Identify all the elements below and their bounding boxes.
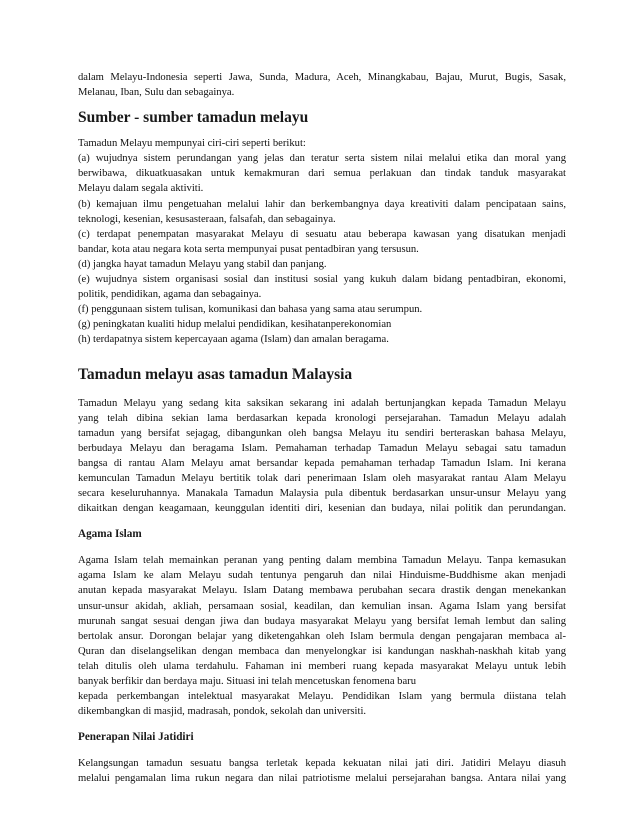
asas-paragraph bbox=[78, 396, 566, 517]
text-line: Tamadun Melayu mempunyai ciri-ciri seperti berikut: bbox=[78, 138, 306, 150]
text-line: unsur-unsur akidah, akliah, persamaan sosial, keadilan, dan kemulian insan. Agama Islam yang bersifat bbox=[78, 600, 566, 612]
text-line: bertolak ansur. Dorongan belajar yang diketengahkan oleh Islam bermula dengan pengajaran membaca al- bbox=[78, 630, 566, 642]
text-line: berbudaya Melayu dan beragama Islam. Pemahaman terhadap Tamadun Melayu sebagai satu tamadun bbox=[78, 442, 566, 454]
section-heading-asas: Tamadun melayu asas tamadun Malaysia bbox=[78, 365, 353, 383]
text-line: melalui pengamalan lima rukun negara dan nilai patriotisme melalui persejarahan bangsa. Antara nilai yang bbox=[78, 773, 566, 785]
text-line: politik, pendidikan, agama dan sebagainya. bbox=[78, 289, 262, 301]
text-line: tamadun yang bersifat sejagag, dibangunkan oleh bangsa Melayu itu sendiri berteraskan bahasa Melayu, bbox=[78, 427, 566, 439]
text-line: Melanau, Iban, Sulu dan sebagainya. bbox=[78, 87, 235, 99]
agama-paragraph bbox=[78, 553, 566, 719]
intro-paragraph bbox=[78, 70, 566, 100]
text-line: dikembangkan di masjid, madrasah, pondok, sekolah dan universiti. bbox=[78, 706, 367, 718]
sumber-list bbox=[78, 136, 566, 347]
list-item-f: (f) penggunaan sistem tulisan, komunikasi dan bahasa yang sama atau serumpun. bbox=[78, 304, 423, 316]
text-line: agama Islam ke alam Melayu sudah tentunya pengaruh dan nilai Hinduisme-Buddhisme akan menjadi bbox=[78, 570, 566, 582]
section-heading-penerapan: Penerapan Nilai Jatidiri bbox=[78, 731, 194, 744]
text-line: murunah sangat sesuai dengan jiwa dan budaya masyarakat Melayu yang bersifat lemah lembut dan saling bbox=[78, 615, 566, 627]
text-line: secara keseluruhannya. Manakala Tamadun Malaysia pula dibentuk berdasarkan unsur-unsur Melayu yang bbox=[78, 488, 566, 500]
text-line: bandar, kota atau negara kota serta mempunyai pusat pentadbiran yang tersusun. bbox=[78, 243, 419, 255]
text-line: Tamadun Melayu yang sedang kita saksikan sekarang ini adalah bertunjangkan kepada Tamadun Melayu bbox=[78, 397, 566, 409]
text-line: kemunculan Tamadun Melayu bertitik tolak dari penerimaan Islam oleh masyarakat rantau Alam Melayu bbox=[78, 472, 566, 484]
list-item-c: (c) terdapat penempatan masyarakat Melayu di sesuatu atau beberapa kawasan yang disatukan menjadi bbox=[78, 228, 566, 240]
list-item-g: (g) peningkatan kualiti hidup melalui pendidikan, kesihatanperekonomian bbox=[78, 319, 392, 331]
text-line: bangsa di rantau Alam Melayu amat bersandar kepada pemahaman terhadap Tamadun Islam. Ini kerana bbox=[78, 457, 566, 469]
document-body bbox=[78, 70, 566, 786]
list-item-h: (h) terdapatnya sistem kepercayaan agama (Islam) dan amalan beragama. bbox=[78, 334, 389, 346]
text-line: Quran dan diselangselikan dengan membaca dan menyelongkar isi kandungan naskhah-naskhah kitab yang bbox=[78, 645, 566, 657]
text-line: banyak berfikir dan berdaya maju. Situasi ini telah mencetuskan fenomena baru bbox=[78, 676, 416, 687]
list-item-a: (a) wujudnya sistem perundangan yang jelas dan teratur serta sistem nilai melalui etika dan moral yang bbox=[78, 153, 566, 165]
text-line: berwibawa, dikuatkuasakan untuk kemakmuran dari semua perlakuan dan tindak tanduk masyarakat bbox=[78, 168, 566, 180]
text-line: dikaitkan dengan keagamaan, keunggulan identiti diri, kesenian dan budaya, nilai politik dan perundangan. bbox=[78, 503, 566, 515]
text-line: anutan kepada masyarakat Melayu. Islam Datang membawa perubahan secara drastik dengan menekankan bbox=[78, 585, 566, 597]
text-line: dalam Melayu-Indonesia seperti Jawa, Sunda, Madura, Aceh, Minangkabau, Bajau, Murut, Bugis, Sasak, bbox=[78, 72, 566, 83]
list-item-b: (b) kemajuan ilmu pengetuahan melalui lahir dan berkembangnya daya kreativiti dalam pencipataan sains, bbox=[78, 198, 566, 210]
text-line: telah ditulis oleh ulama terdahulu. Fahaman ini memberi ruang kepada masyarakat Melayu untuk lebih bbox=[78, 660, 566, 672]
text-line: Melayu dalam segala aktiviti. bbox=[78, 183, 204, 195]
list-item-d: (d) jangka hayat tamadun Melayu yang stabil dan panjang. bbox=[78, 258, 327, 270]
text-line: yang telah dibina sekian lama berdasarkan kepada kronologi persejarahan. Tamadun Melayu adalah bbox=[78, 412, 566, 424]
text-line: Agama Islam telah memainkan peranan yang penting dalam membina Tamadun Melayu. Tanpa kemasukan bbox=[78, 555, 566, 567]
text-line: kepada perkembangan intelektual masyarakat Melayu. Pendidikan Islam yang bermula diistana telah bbox=[78, 691, 566, 703]
section-heading-sumber: Sumber - sumber tamadun melayu bbox=[78, 109, 309, 127]
text-line: teknologi, kesenian, kesusasteraan, falsafah, dan sebagainya. bbox=[78, 213, 336, 225]
text-line: Kelangsungan tamadun sesuatu bangsa terletak kepada kekuatan nilai jati diri. Jatidiri Melayu diasuh bbox=[78, 758, 566, 770]
section-heading-agama: Agama Islam bbox=[78, 528, 142, 541]
list-item-e: (e) wujudnya sistem organisasi sosial dan institusi sosial yang kukuh dalam bidang pentadbiran, ekonomi, bbox=[78, 274, 566, 286]
penerapan-paragraph bbox=[78, 756, 566, 786]
